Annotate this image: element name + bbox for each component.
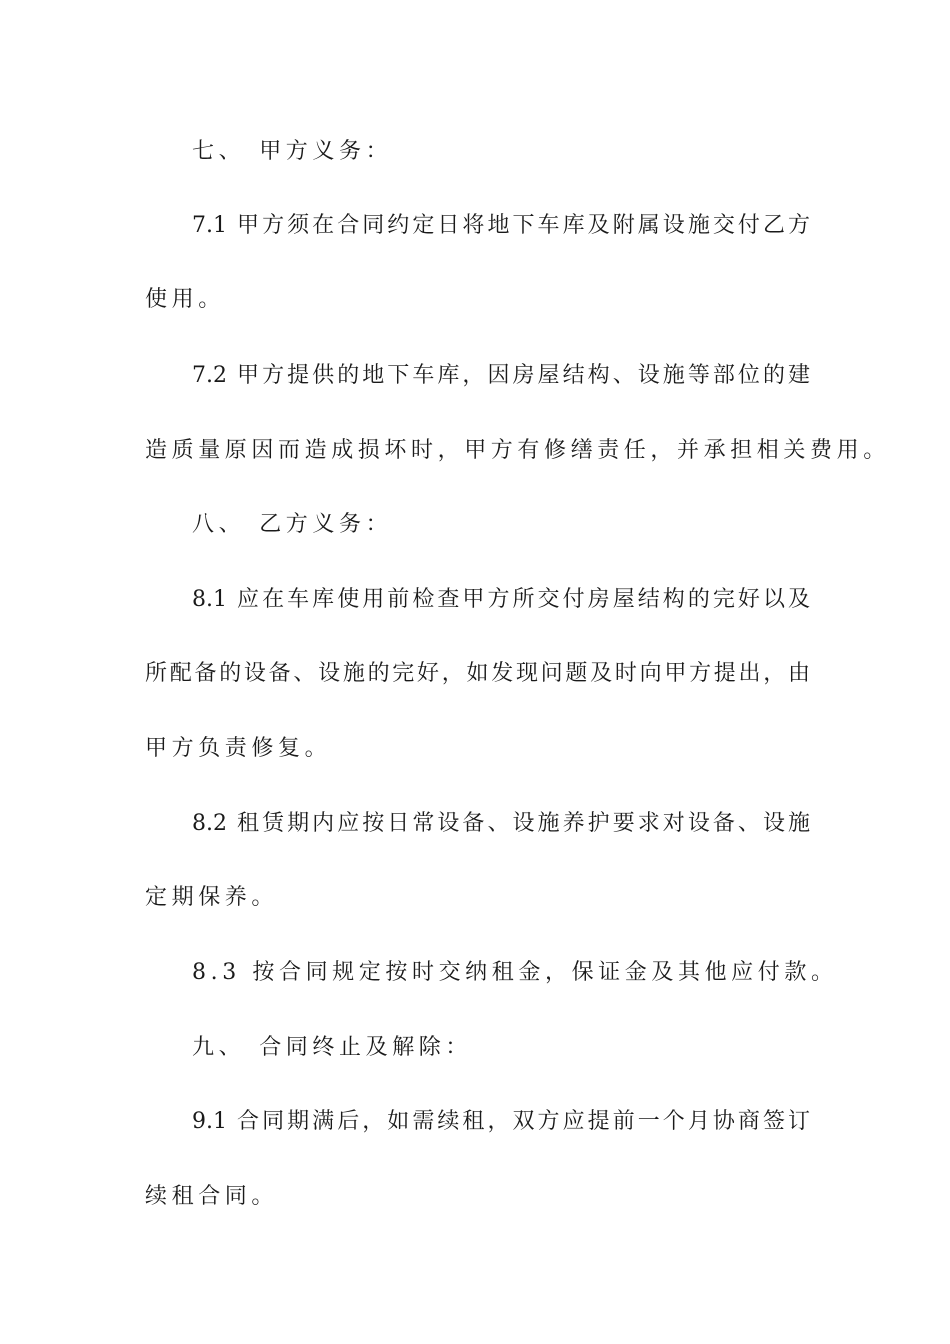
clause-8-2-line-1: 8.2 租赁期内应按日常设备、设施养护要求对设备、设施 bbox=[192, 811, 810, 836]
clause-8-1-line-2: 所配备的设备、设施的完好，如发现问题及时向甲方提出，由 bbox=[145, 661, 810, 686]
section-title: 甲方义务： bbox=[259, 139, 393, 164]
clause-9-1-line-2: 续租合同。 bbox=[145, 1184, 279, 1209]
clause-7-1-line-2: 使用。 bbox=[145, 287, 225, 312]
clause-8-2-line-2: 定期保养。 bbox=[145, 885, 279, 910]
section-heading-9 bbox=[192, 1032, 810, 1064]
section-number: 八、 bbox=[192, 512, 246, 537]
clause-7-2-line-2: 造质量原因而造成损坏时，甲方有修缮责任，并承担相关费用。 bbox=[145, 438, 890, 463]
section-heading-7 bbox=[192, 136, 810, 168]
section-number: 九、 bbox=[192, 1035, 246, 1060]
section-title: 合同终止及解除： bbox=[259, 1035, 473, 1060]
clause-7-2-line-1: 7.2 甲方提供的地下车库，因房屋结构、设施等部位的建 bbox=[192, 363, 810, 388]
section-title: 乙方义务： bbox=[259, 512, 393, 537]
clause-8-3-line-1: 8.3 按合同规定按时交纳租金，保证金及其他应付款。 bbox=[192, 960, 838, 985]
clause-8-1-line-3: 甲方负责修复。 bbox=[145, 736, 332, 761]
clause-8-1-line-1: 8.1 应在车库使用前检查甲方所交付房屋结构的完好以及 bbox=[192, 587, 810, 612]
section-number: 七、 bbox=[192, 139, 246, 164]
clause-7-1-line-1: 7.1 甲方须在合同约定日将地下车库及附属设施交付乙方 bbox=[192, 213, 810, 238]
section-heading-8 bbox=[192, 509, 810, 541]
clause-9-1-line-1: 9.1 合同期满后，如需续租，双方应提前一个月协商签订 bbox=[192, 1109, 810, 1134]
